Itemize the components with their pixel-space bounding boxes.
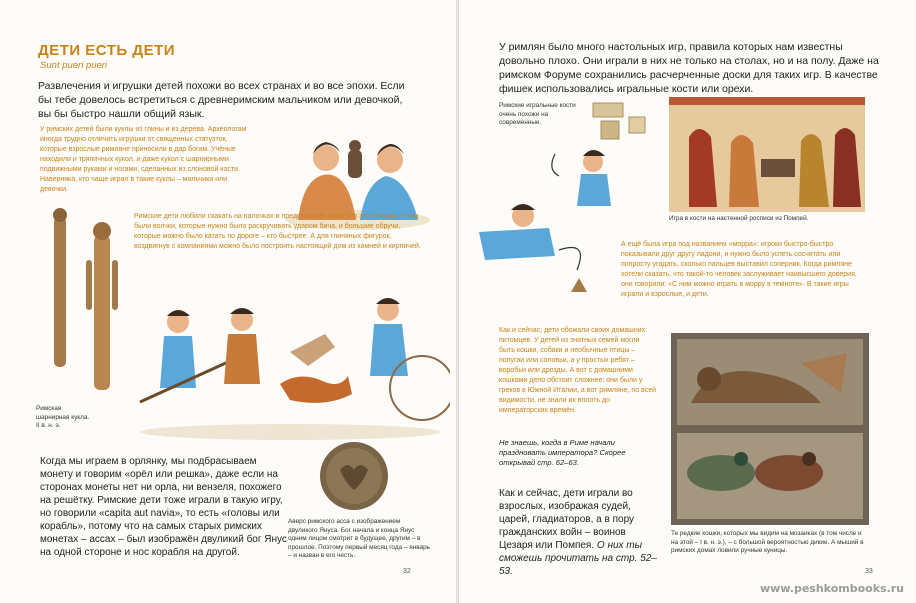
page-title: ДЕТИ ЕСТЬ ДЕТИ <box>38 42 176 59</box>
mosaic-caption: Те редкие кошки, которых мы видим на мозаиках (в том числе и на этой – I в. н. э.), – с большой вероятностью дикие. А мыший в римских домах ловили ручные куницы. <box>671 530 864 554</box>
pets-paragraph: Как и сейчас, дети обожали своих домашних питомцев. У детей из знатных семей могли быть кошки, собаки и необычные птицы – попугаи или соловьи, а у простых ребят – воробьи или дрозды. А вот с домашними кошками дело обстоит сложнее: они были у греков в Южной Италии, а вот римляне, по всей видимости, не знали их вплоть до императорских времён. <box>499 327 656 414</box>
left-page <box>0 0 457 603</box>
question-paragraph: Не знаешь, когда в Риме начали праздновать императора? Скорее открывай стр. 62–63. <box>499 438 626 467</box>
doll-caption: Римская шарнирная кукла. II в. н. э. <box>36 405 90 429</box>
jointed-doll-photo <box>46 205 122 395</box>
dice-caption: Римские игральные кости очень похожи на современные. <box>499 102 576 126</box>
page-number-left: 32 <box>403 568 411 575</box>
children-playing-illustration <box>130 292 450 442</box>
right-page <box>459 0 916 603</box>
coin-caption: Аверс римского асса с изображением двуликого Януса. Бог начала и конца Янус одним лицом смотрит в будущее, другим – в прошлое. Поэтому первый месяц года – январь – и назван в его честь. <box>288 518 430 559</box>
page-number-right: 33 <box>865 568 873 575</box>
morra-paragraph: А ещё была игра под названием «морра»: игроки быстро-быстро показывали друг другу ладони, и нужно было успеть сосчитать или попросту угадать, сколько пальцев выставил соперник. Когда римляне хотели сказать, что такой-то человек заслуживает наивысшего доверия, они говорили: «С ним можно играть в морру в темноте». В такие игры играли и взрослые, и дети. <box>621 241 857 298</box>
page-subtitle: Sunt pueri pueri <box>40 60 108 71</box>
gladiators-paragraph <box>499 487 657 578</box>
fresco-caption: Игра в кости на настенной росписи из Помпей. <box>669 215 809 222</box>
coin-game-paragraph: Когда мы играем в орлянку, мы подбрасываем монету и говорим «орёл или решка», даже если на сторонах монеты нет ни орла, ни вензеля, похожего на решётку. Римские дети тоже играли в такую игру, но говорили «capita aut navia», то есть «головы или корабль», потому что на самых старых римских монетах – ассах – был изображён двуликий бог Янус на одной стороне и нос корабля на другой. <box>40 456 287 558</box>
pompeii-fresco-photo <box>669 97 865 212</box>
board-games-paragraph: У римлян было много настольных игр, правила которых нам известны довольно плохо. Они играли в них не только на столах, но и на полу. Даже на римском Форуме сохранились расчерченные доски для таких игр. В качестве фишек использовались игральные кости или орехи. <box>499 41 879 95</box>
horses-paragraph: Римские дети любили скакать на палочках и представлять себе, что это лошади. У них были волчки, которые нужно было раскручивать ударом бича, и большие обручи, которые можно было катать по дороге – кто быстрее. А для глиняных фигурок, воздвигнув с компаниями можно было построить настоящий дом из камней и кирпичей. <box>134 213 421 250</box>
gladiators-text: Как и сейчас, дети играли во взрослых, изображая судей, царей, гладиаторов, а в пору гражданских войн – воинов Цезаря или Помпея. <box>499 488 635 551</box>
dolls-paragraph: У римских детей были куклы из глины и из дерева. Археологам иногда трудно отличить игрушки от священных статуэток, которые взрослые римляне приносили в дар богам. Учёные находили и тряпичных кукол, и даже кукол с шарнирными подвижными руками и ногами, сделанных из слоновой кости. Наверняка, кто чаще играл в такие куклы – мальчики или девочки. <box>40 126 247 193</box>
janus-coin-photo <box>318 440 390 512</box>
gladiators-link[interactable]: О них ты сможешь прочитать на стр. 52–53. <box>499 540 657 577</box>
lead-paragraph: Развлечения и игрушки детей похожи во всех странах и во все эпохи. Если бы тебе довелось встретиться с древнеримским мальчиком или девочкой, вы бы быстро нашли общий язык. <box>38 80 405 120</box>
watermark: www.peshkombooks.ru <box>760 582 904 595</box>
cat-mosaic-photo <box>671 333 869 525</box>
roman-dice-photo <box>587 95 653 145</box>
